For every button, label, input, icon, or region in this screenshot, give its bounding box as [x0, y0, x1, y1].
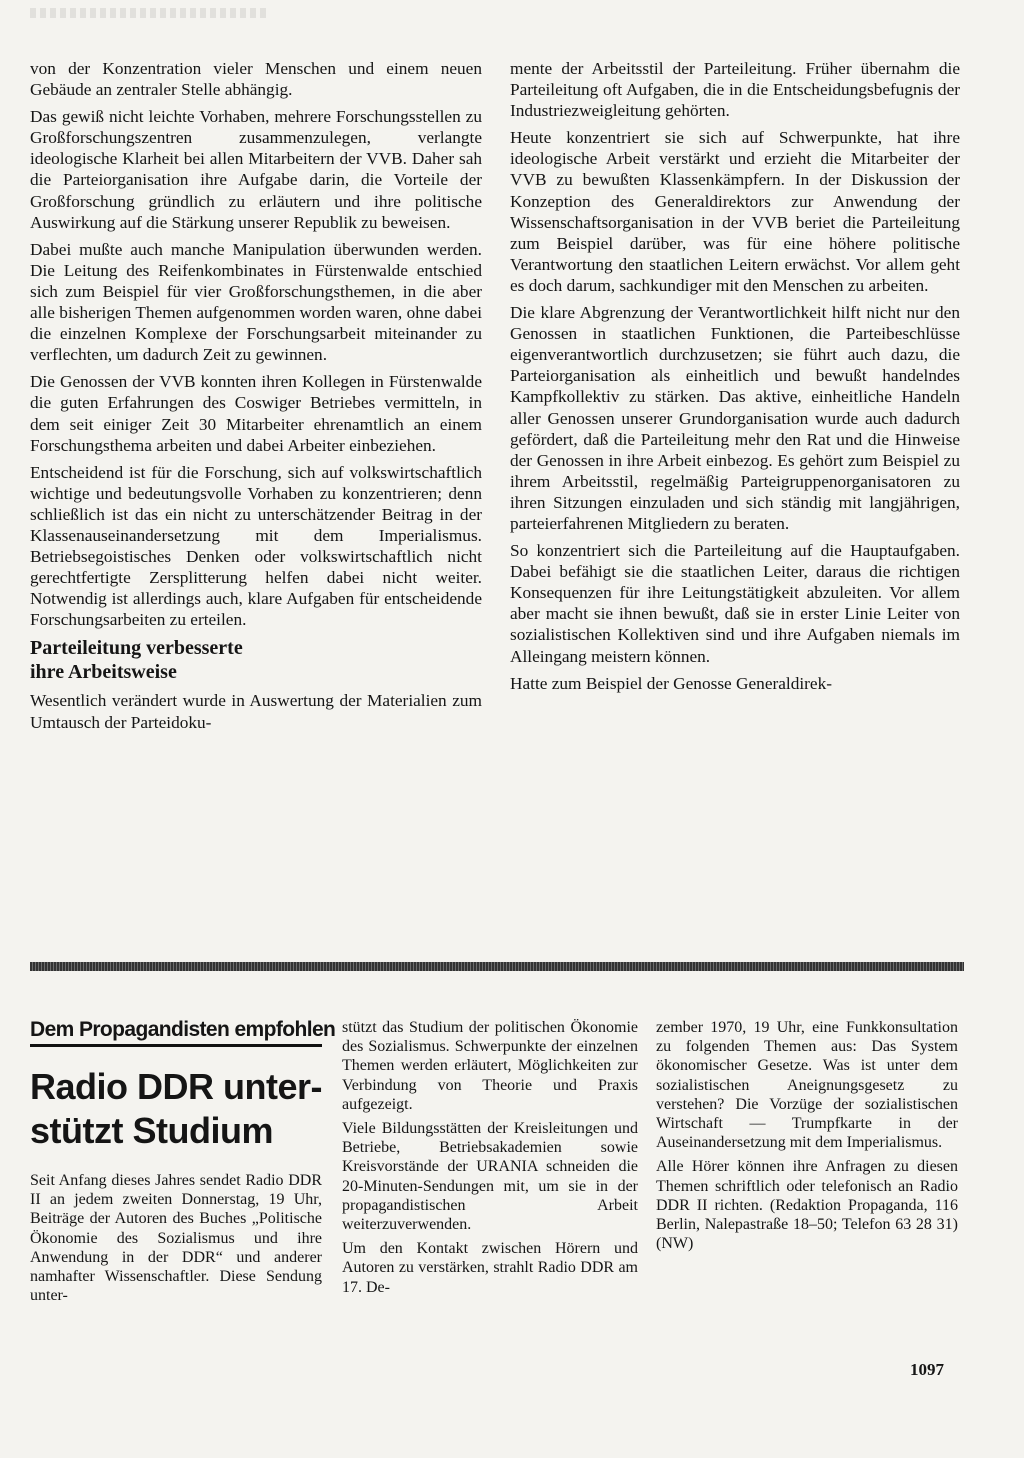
paragraph: Hatte zum Beispiel der Genosse Generaldirek- [510, 673, 832, 693]
subheading-line-1: Parteileitung verbesserte [30, 637, 243, 660]
section-divider [30, 962, 964, 971]
box-column-right [656, 1018, 958, 1258]
subheading-line-2: ihre Arbeitsweise [30, 661, 177, 684]
paragraph: Dabei mußte auch manche Manipulation überwunden werden. Die Leitung des Reifenkombinates in Fürstenwalde entschied sich zum Beispiel für vier Großforschungsthemen, in die aber alle bisherigen Themen aufgenommen worden waren, ohne dabei die einzelnen Komplexe der Forschungsarbeit miteinander zu verflechten, um dadurch Zeit zu gewinnen. [30, 239, 482, 365]
box-column-middle [342, 1018, 638, 1302]
box-kicker: Dem Propagandisten empfohlen [30, 1018, 322, 1047]
box-column-left [30, 1018, 336, 1310]
page-number: 1097 [910, 1360, 944, 1379]
paragraph: Um den Kontakt zwischen Hörern und Autoren zu verstärken, strahlt Radio DDR am 17. De- [342, 1240, 638, 1296]
paragraph: Entscheidend ist für die Forschung, sich auf volkswirtschaftlich wichtige und bedeutungsvolle Vorhaben zu konzentrieren; denn schließlich ist das ein nicht zu unterschätzender Beitrag in der Klassenauseinandersetzung mit dem Imperialismus. Betriebsegoistisches Denken oder volkswirtschaftlich nicht gerechtfertigte Zersplitterung helfen dabei nicht weiter. Notwendig ist allerdings auch, klare Aufgaben für entscheidende Forschungsarbeiten zu erteilen. [30, 462, 482, 630]
paragraph: So konzentriert sich die Parteileitung auf die Hauptaufgaben. Dabei befähigt sie die staatlichen Leiter, daraus die richtigen Konsequenzen für ihre Leitungstätigkeit abzuleiten. Vor allem aber macht sie ihnen bewußt, daß sie in erster Linie Leiter von sozialistischen Kollektiven sind und ihre Aufgaben niemals im Alleingang meistern können. [510, 541, 960, 666]
paragraph: Die Genossen der VVB konnten ihren Kollegen in Fürstenwalde die guten Erfahrungen des Coswiger Betriebes vermitteln, in dem seit einiger Zeit 30 Mitarbeiter ehrenamtlich an einem Forschungsthema arbeiten und dabei Arbeiter einbeziehen. [30, 372, 482, 455]
paragraph: Das gewiß nicht leichte Vorhaben, mehrere Forschungsstellen zu Großforschungszentren zusammenzulegen, verlangte ideologische Klarheit bei allen Mitarbeitern der VVB. Daher sah die Parteiorganisation ihre Aufgabe darin, die Vorteile der Großforschung gründlich zu erläutern und ihre politische Auswirkung auf die Stärkung unserer Republik zu beweisen. [30, 107, 482, 232]
headline-line-1: Radio DDR unter- [30, 1066, 322, 1107]
section-subheading [30, 636, 482, 684]
paragraph: zember 1970, 19 Uhr, eine Funkkonsultation zu folgenden Themen aus: Das System ökonomischer Gesetze. Was ist unter dem sozialistischen Aneignungsgesetz zu verstehen? Die Vorzüge der sozialistischen Wirtschaft — Trumpfkarte in der Auseinandersetzung mit dem Imperialismus. [656, 1019, 958, 1152]
box-headline [30, 1065, 322, 1153]
paragraph: von der Konzentration vieler Menschen und einem neuen Gebäude an zentraler Stelle abhängig. [30, 59, 482, 100]
paragraph: Seit Anfang dieses Jahres sendet Radio DDR II an jedem zweiten Donnerstag, 19 Uhr, Beiträge der Autoren des Buches „Politische Ökonomie des Sozialismus und ihre Anwendung in der DDR“ und anderer namhafter Wissenschaftler. Diese Sendung unter- [30, 1172, 322, 1305]
headline-line-2: stützt Studium [30, 1110, 273, 1151]
paragraph: Viele Bildungsstätten der Kreisleitungen und Betriebe, Betriebsakademien sowie Kreisvorstände der URANIA schneiden die 20-Minuten-Sendungen mit, um sie in der propagandistischen Arbeit weiterzuverwenden. [342, 1120, 638, 1234]
paragraph: Wesentlich verändert wurde in Auswertung der Materialien zum Umtausch der Parteidoku- [30, 691, 482, 732]
paragraph: Alle Hörer können ihre Anfragen zu diesen Themen schriftlich oder telefonisch an Radio DDR II richten. (Redaktion Propaganda, 116 Berlin, Nalepastraße 18–50; Telefon 63 28 31) (NW) [656, 1158, 958, 1253]
article-column-left [30, 58, 482, 739]
paragraph: Die klare Abgrenzung der Verantwortlichkeit hilft nicht nur den Genossen in staatlichen Funktionen, die Parteibeschlüsse eigenverantwortlich durchzusetzen; sie führt auch dazu, die Parteiorganisation als einheitlich und bewußt handelndes Kampfkollektiv zu stärken. Das aktive, einheitliche Handeln aller Genossen unserer Grundorganisation wurde auch dadurch gefördert, daß die Parteileitung mehr den Rat und die Hinweise der Genossen in ihre Arbeit einbezog. Es gehört zum Beispiel zu ihrem Arbeitsstil, regelmäßig Parteigruppenorganisatoren zu ihren Sitzungen einzuladen und sich ständig mit langjährigen, parteierfahrenen Mitgliedern zu beraten. [510, 303, 960, 533]
bleed-through-marks [30, 8, 270, 18]
paragraph: stützt das Studium der politischen Ökonomie des Sozialismus. Schwerpunkte der einzelnen Themen werden erläutert, Möglichkeiten zur Verbindung von Theorie und Praxis aufgezeigt. [342, 1019, 638, 1113]
paragraph: Heute konzentriert sie sich auf Schwerpunkte, hat ihre ideologische Arbeit verstärkt und erzieht die Mitarbeiter der VVB zu bewußten Klassenkämpfern. In der Diskussion der Konzeption des Generaldirektors zur Anwendung der Wissenschaftsorganisation in der VVB beriet die Parteileitung zum Beispiel darüber, was für eine höhere politische Verantwortung den staatlichen Leitern erwächst. Vor allem geht es doch darum, sachkundiger mit den Menschen zu arbeiten. [510, 128, 960, 295]
paragraph: mente der Arbeitsstil der Parteileitung. Früher übernahm die Parteileitung oft Aufgaben, die in die Entscheidungsbefugnis der Industriezweigleitung gehörten. [510, 59, 960, 121]
article-column-right [510, 58, 960, 700]
